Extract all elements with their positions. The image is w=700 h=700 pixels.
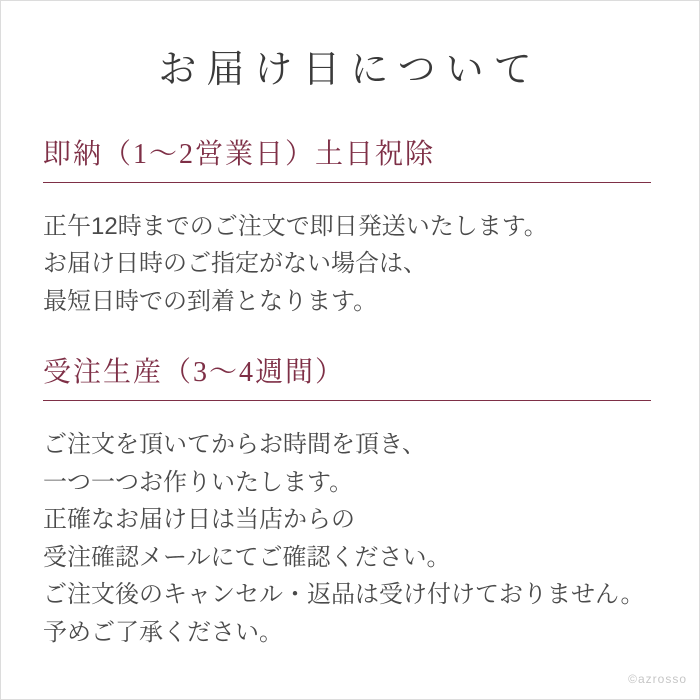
- section-body-made-to-order: [43, 426, 651, 651]
- section-heading-immediate-shipping: 即納（1〜2営業日）土日祝除: [43, 139, 651, 183]
- body-line: ご注文を頂いてからお時間を頂き、: [43, 431, 427, 458]
- body-line: 受注確認メールにてご確認ください。: [43, 543, 451, 571]
- body-line: お届け日時のご指定がない場合は、: [43, 250, 427, 277]
- body-line: 正午12時までのご注文で即日発送いたします。: [43, 212, 548, 240]
- body-line: 予めご了承ください。: [43, 618, 283, 646]
- section-body-immediate-shipping: [43, 208, 651, 321]
- body-line: 正確なお届け日は当店からの: [43, 506, 355, 533]
- body-line: ご注文後のキャンセル・返品は受け付けておりません。: [43, 581, 645, 608]
- body-line: 最短日時での到着となります。: [43, 287, 378, 315]
- page-title: お届け日について: [158, 49, 542, 91]
- section-made-to-order: [43, 357, 651, 651]
- copyright-watermark: ©azrosso: [628, 672, 687, 686]
- section-immediate-shipping: [43, 139, 651, 321]
- body-line: 一つ一つお作りいたします。: [43, 468, 354, 496]
- section-heading-made-to-order: 受注生産（3〜4週間）: [43, 357, 651, 401]
